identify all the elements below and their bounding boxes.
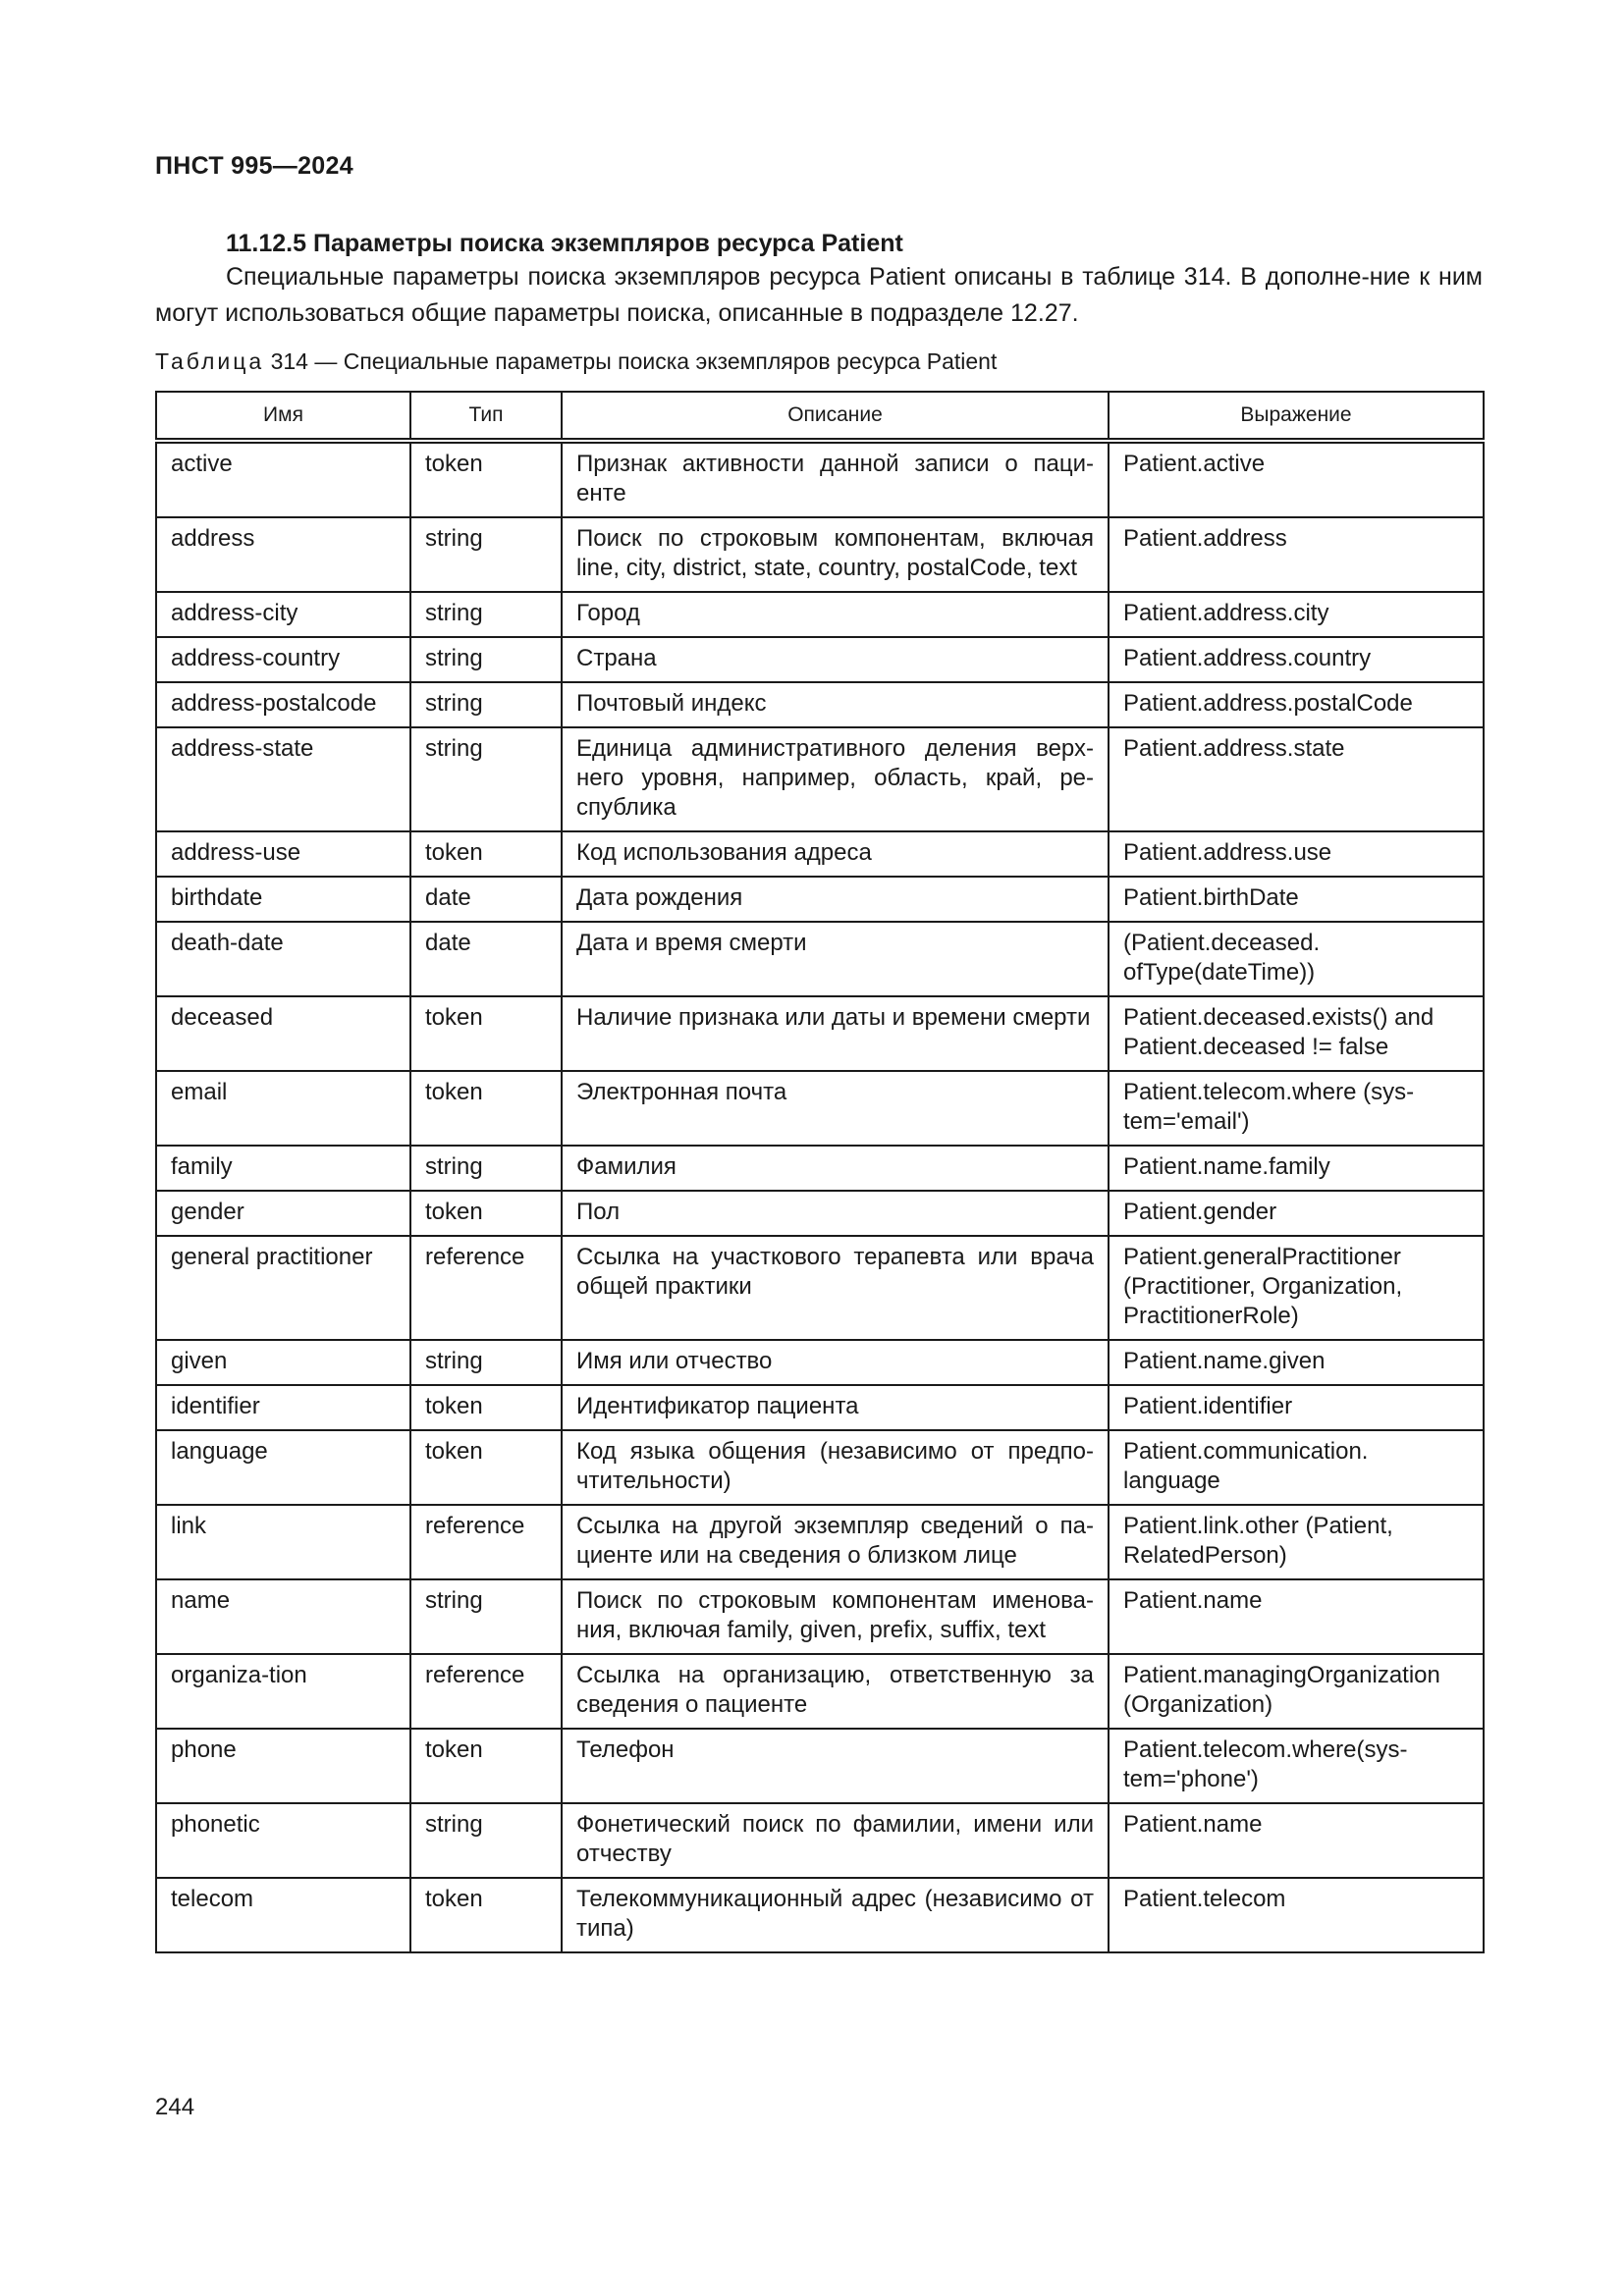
- section-title: 11.12.5 Параметры поиска экземпляров ресурса Patient: [226, 230, 903, 257]
- table-row: [156, 877, 1484, 922]
- cell-name: address-country: [156, 637, 410, 682]
- table-header-row: [156, 392, 1484, 441]
- cell-description: Идентификатор пациента: [562, 1385, 1109, 1430]
- cell-expression: Patient.name: [1109, 1579, 1484, 1654]
- cell-name: telecom: [156, 1878, 410, 1952]
- cell-expression: Patient.gender: [1109, 1191, 1484, 1236]
- cell-type: token: [410, 1191, 562, 1236]
- cell-type: string: [410, 592, 562, 637]
- cell-type: token: [410, 1878, 562, 1952]
- cell-description: Ссылка на участкового терапевта или врача общей практики: [562, 1236, 1109, 1340]
- cell-description: Фамилия: [562, 1146, 1109, 1191]
- cell-expression: Patient.deceased.exists() and Patient.deceased != false: [1109, 996, 1484, 1071]
- cell-expression: Patient.address.state: [1109, 727, 1484, 831]
- cell-type: reference: [410, 1654, 562, 1729]
- cell-type: reference: [410, 1505, 562, 1579]
- cell-description: Телефон: [562, 1729, 1109, 1803]
- cell-name: birthdate: [156, 877, 410, 922]
- cell-type: token: [410, 1385, 562, 1430]
- cell-description: Код языка общения (независимо от предпо-чтительности): [562, 1430, 1109, 1505]
- cell-expression: Patient.birthDate: [1109, 877, 1484, 922]
- cell-name: gender: [156, 1191, 410, 1236]
- cell-expression: (Patient.deceased. ofType(dateTime)): [1109, 922, 1484, 996]
- cell-name: phone: [156, 1729, 410, 1803]
- cell-description: Дата и время смерти: [562, 922, 1109, 996]
- cell-description: Почтовый индекс: [562, 682, 1109, 727]
- cell-description: Электронная почта: [562, 1071, 1109, 1146]
- column-header-name: Имя: [156, 392, 410, 441]
- cell-description: Телекоммуникационный адрес (независимо от типа): [562, 1878, 1109, 1952]
- cell-name: link: [156, 1505, 410, 1579]
- cell-description: Фонетический поиск по фамилии, имени или отчеству: [562, 1803, 1109, 1878]
- column-header-type: Тип: [410, 392, 562, 441]
- cell-expression: Patient.telecom: [1109, 1878, 1484, 1952]
- cell-expression: Patient.address.postalCode: [1109, 682, 1484, 727]
- cell-expression: Patient.active: [1109, 441, 1484, 517]
- cell-type: reference: [410, 1236, 562, 1340]
- cell-name: address-state: [156, 727, 410, 831]
- cell-description: Признак активности данной записи о паци-енте: [562, 441, 1109, 517]
- cell-type: string: [410, 727, 562, 831]
- cell-expression: Patient.identifier: [1109, 1385, 1484, 1430]
- cell-description: Единица административного деления верх-него уровня, например, область, край, ре-спублика: [562, 727, 1109, 831]
- cell-name: general practitioner: [156, 1236, 410, 1340]
- table-row: [156, 1505, 1484, 1579]
- search-parameters-table: [155, 391, 1485, 1953]
- cell-name: death-date: [156, 922, 410, 996]
- cell-description: Имя или отчество: [562, 1340, 1109, 1385]
- intro-paragraph: [155, 259, 1483, 332]
- table-row: [156, 517, 1484, 592]
- table-row: [156, 996, 1484, 1071]
- cell-type: string: [410, 1579, 562, 1654]
- cell-description: Пол: [562, 1191, 1109, 1236]
- table-caption-label: Таблица: [155, 348, 265, 374]
- cell-type: string: [410, 1146, 562, 1191]
- table-row: [156, 682, 1484, 727]
- cell-description: Код использования адреса: [562, 831, 1109, 877]
- cell-description: Поиск по строковым компонентам именова-ния, включая family, given, prefix, suffix, text: [562, 1579, 1109, 1654]
- table-row: [156, 1071, 1484, 1146]
- cell-description: Ссылка на организацию, ответственную за сведения о пациенте: [562, 1654, 1109, 1729]
- cell-name: phonetic: [156, 1803, 410, 1878]
- table-row: [156, 1878, 1484, 1952]
- document-code: ПНСТ 995—2024: [155, 152, 353, 180]
- cell-expression: Patient.link.other (Patient, RelatedPerson): [1109, 1505, 1484, 1579]
- table-row: [156, 1803, 1484, 1878]
- cell-expression: Patient.address.city: [1109, 592, 1484, 637]
- cell-expression: Patient.address.use: [1109, 831, 1484, 877]
- cell-name: email: [156, 1071, 410, 1146]
- cell-expression: Patient.address: [1109, 517, 1484, 592]
- cell-description: Наличие признака или даты и времени смерти: [562, 996, 1109, 1071]
- table-caption: [155, 348, 997, 375]
- cell-expression: Patient.name.given: [1109, 1340, 1484, 1385]
- cell-type: date: [410, 877, 562, 922]
- cell-name: address-postalcode: [156, 682, 410, 727]
- cell-type: token: [410, 996, 562, 1071]
- table-row: [156, 831, 1484, 877]
- table-row: [156, 1430, 1484, 1505]
- table-row: [156, 441, 1484, 517]
- cell-expression: Patient.generalPractitioner (Practitioner, Organization, PractitionerRole): [1109, 1236, 1484, 1340]
- cell-name: address: [156, 517, 410, 592]
- cell-name: identifier: [156, 1385, 410, 1430]
- cell-name: language: [156, 1430, 410, 1505]
- cell-type: token: [410, 831, 562, 877]
- table-row: [156, 727, 1484, 831]
- cell-name: given: [156, 1340, 410, 1385]
- table-row: [156, 1340, 1484, 1385]
- cell-expression: Patient.address.country: [1109, 637, 1484, 682]
- cell-name: deceased: [156, 996, 410, 1071]
- cell-type: token: [410, 1071, 562, 1146]
- cell-name: address-city: [156, 592, 410, 637]
- cell-expression: Patient.managingOrganization (Organization): [1109, 1654, 1484, 1729]
- cell-expression: Patient.communication. language: [1109, 1430, 1484, 1505]
- table-row: [156, 1385, 1484, 1430]
- table-row: [156, 1236, 1484, 1340]
- table-row: [156, 1729, 1484, 1803]
- cell-expression: Patient.name: [1109, 1803, 1484, 1878]
- cell-type: date: [410, 922, 562, 996]
- cell-type: string: [410, 1340, 562, 1385]
- cell-description: Поиск по строковым компонентам, включая line, city, district, state, country, postalCode, text: [562, 517, 1109, 592]
- cell-expression: Patient.telecom.where (sys-tem='email'): [1109, 1071, 1484, 1146]
- table-caption-text: 314 — Специальные параметры поиска экземпляров ресурса Patient: [270, 348, 998, 374]
- table-row: [156, 1579, 1484, 1654]
- cell-type: token: [410, 1430, 562, 1505]
- table-row: [156, 1191, 1484, 1236]
- cell-description: Страна: [562, 637, 1109, 682]
- cell-type: string: [410, 637, 562, 682]
- table-row: [156, 922, 1484, 996]
- cell-expression: Patient.name.family: [1109, 1146, 1484, 1191]
- table-row: [156, 637, 1484, 682]
- cell-name: address-use: [156, 831, 410, 877]
- cell-type: token: [410, 1729, 562, 1803]
- cell-name: family: [156, 1146, 410, 1191]
- cell-description: Дата рождения: [562, 877, 1109, 922]
- cell-type: string: [410, 682, 562, 727]
- cell-description: Город: [562, 592, 1109, 637]
- column-header-expression: Выражение: [1109, 392, 1484, 441]
- cell-type: string: [410, 517, 562, 592]
- table-row: [156, 592, 1484, 637]
- cell-name: name: [156, 1579, 410, 1654]
- page-number: 244: [155, 2094, 195, 2120]
- table-row: [156, 1654, 1484, 1729]
- cell-name: active: [156, 441, 410, 517]
- intro-text: Специальные параметры поиска экземпляров ресурса Patient описаны в таблице 314. В дополне-ние к ним могут использоваться общие параметры поиска, описанные в подразделе 12.27.: [155, 263, 1483, 327]
- cell-description: Ссылка на другой экземпляр сведений о па-циенте или на сведения о близком лице: [562, 1505, 1109, 1579]
- cell-type: token: [410, 441, 562, 517]
- column-header-description: Описание: [562, 392, 1109, 441]
- cell-expression: Patient.telecom.where(sys-tem='phone'): [1109, 1729, 1484, 1803]
- table-row: [156, 1146, 1484, 1191]
- cell-type: string: [410, 1803, 562, 1878]
- cell-name: organiza-tion: [156, 1654, 410, 1729]
